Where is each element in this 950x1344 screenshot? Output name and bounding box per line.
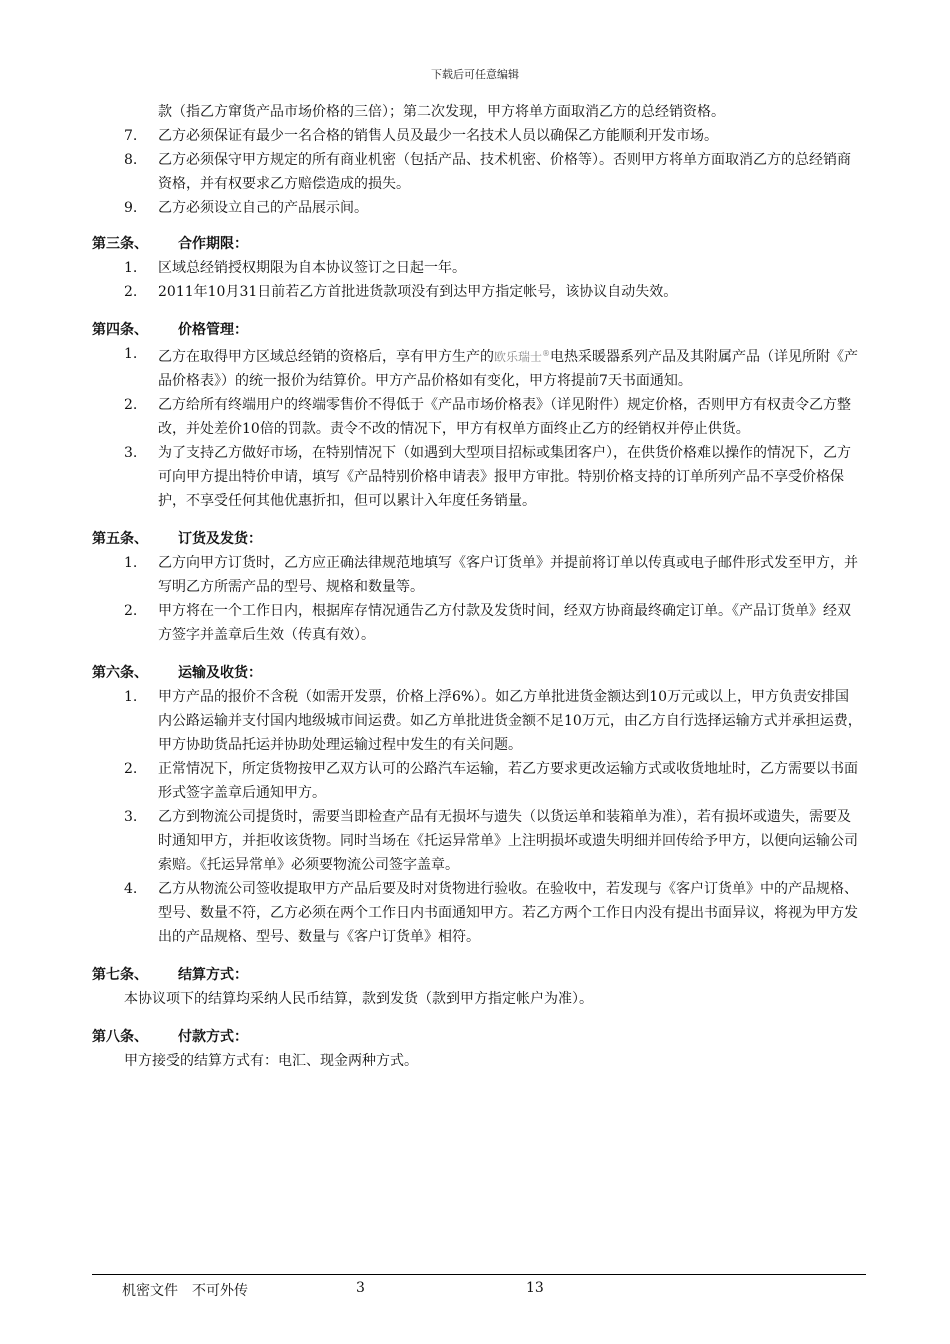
- document-body: [92, 100, 862, 1073]
- list-item: 1. 乙方向甲方订货时，乙方应正确法律规范地填写《客户订货单》并提前将订单以传真或电子邮件形式发至甲方，并写明乙方所需产品的型号、规格和数量等。: [124, 555, 858, 595]
- list-item: 1. 甲方产品的报价不含税（如需开发票，价格上浮6%）。如乙方单批进货金额达到10万元或以上，甲方负责安排国内公路运输并支付国内地级城市间运费。如乙方单批进货金额不足10万元，由乙方自行选择运输方式并承担运费，甲方协助货品托运并协助处理运输过程中发生的有关问题。: [124, 689, 862, 753]
- list-item: 4. 乙方从物流公司签收提取甲方产品后要及时对货物进行验收。在验收中，若发现与《客户订货单》中的产品规格、型号、数量不符，乙方必须在两个工作日内书面通知甲方。若乙方两个工作日内没有提出书面异议，将视为甲方发出的产品规格、型号、数量与《客户订货单》相符。: [124, 881, 858, 945]
- list-item: 3. 为了支持乙方做好市场，在特别情况下（如遇到大型项目招标或集团客户），在供货价格难以操作的情况下，乙方可向甲方提出特价申请，填写《产品特别价格申请表》报甲方审批。特别价格支持的订单所列产品不享受价格保护，不享受任何其他优惠折扣，但可以累计入年度任务销量。: [124, 445, 851, 509]
- section-paragraph: 甲方接受的结算方式有：电汇、现金两种方式。: [124, 1053, 418, 1069]
- list-item: 2. 2011年10月31日前若乙方首批进货款项没有到达甲方指定帐号，该协议自动失效。: [124, 284, 678, 300]
- section-heading: 第八条、 付款方式：: [92, 1029, 248, 1045]
- page-total: 13: [526, 1280, 544, 1296]
- confidential-label: 机密文件 不可外传: [122, 1283, 248, 1299]
- section-paragraph: 本协议项下的结算均采纳人民币结算，款到发货（款到甲方指定帐户为准）。: [124, 991, 593, 1007]
- page-number: 3: [356, 1280, 365, 1296]
- list-item: 2. 乙方给所有终端用户的终端零售价不得低于《产品市场价格表》（详见附件）规定价格，否则甲方有权责令乙方整改，并处差价10倍的罚款。责令不改的情况下，甲方有权单方面终止乙方的经销权并停止供货。: [124, 397, 851, 437]
- list-item: 1. 乙方在取得甲方区域总经销的资格后，享有甲方生产的欧乐瑞士®电热采暖器系列产品及其附属产品（详见所附《产品价格表》）的统一报价为结算价。甲方产品价格如有变化，甲方将提前7天书面通知。: [124, 346, 859, 389]
- section-heading: 第七条、 结算方式：: [92, 967, 248, 983]
- section-heading: 第四条、 价格管理：: [92, 322, 248, 338]
- list-item: 7. 乙方必须保证有最少一名合格的销售人员及最少一名技术人员以确保乙方能顺利开发市场。: [124, 128, 718, 144]
- list-item: 3. 乙方到物流公司提货时，需要当即检查产品有无损坏与遗失（以货运单和装箱单为准），若有损坏或遗失，需要及时通知甲方，并拒收该货物。同时当场在《托运异常单》上注明损坏或遗失明细并回传给予甲方，以便向运输公司索赔。《托运异常单》必须要物流公司签字盖章。: [124, 809, 858, 873]
- list-item: 1. 区域总经销授权期限为自本协议签订之日起一年。: [124, 260, 466, 276]
- section-heading: 第三条、 合作期限：: [92, 236, 248, 252]
- section-heading: 第六条、 运输及收货：: [92, 665, 262, 681]
- page-header: 下载后可任意编辑: [431, 68, 519, 81]
- list-item: 2. 正常情况下，所定货物按甲乙双方认可的公路汽车运输，若乙方要求更改运输方式或收货地址时，乙方需要以书面形式签字盖章后通知甲方。: [124, 761, 858, 801]
- footer-divider: [92, 1274, 866, 1275]
- list-item: 9. 乙方必须设立自己的产品展示间。: [124, 200, 368, 216]
- section-heading: 第五条、 订货及发货：: [92, 531, 262, 547]
- brand-logo: 欧乐瑞士®: [494, 349, 551, 364]
- list-item: 8. 乙方必须保守甲方规定的所有商业机密（包括产品、技术机密、价格等）。否则甲方将单方面取消乙方的总经销商资格，并有权要求乙方赔偿造成的损失。: [124, 152, 851, 192]
- list-item: 款（指乙方窜货产品市场价格的三倍）；第二次发现，甲方将单方面取消乙方的总经销资格。: [158, 104, 725, 120]
- list-item: 2. 甲方将在一个工作日内，根据库存情况通告乙方付款及发货时间，经双方协商最终确定订单。《产品订货单》经双方签字并盖章后生效（传真有效）。: [124, 603, 851, 643]
